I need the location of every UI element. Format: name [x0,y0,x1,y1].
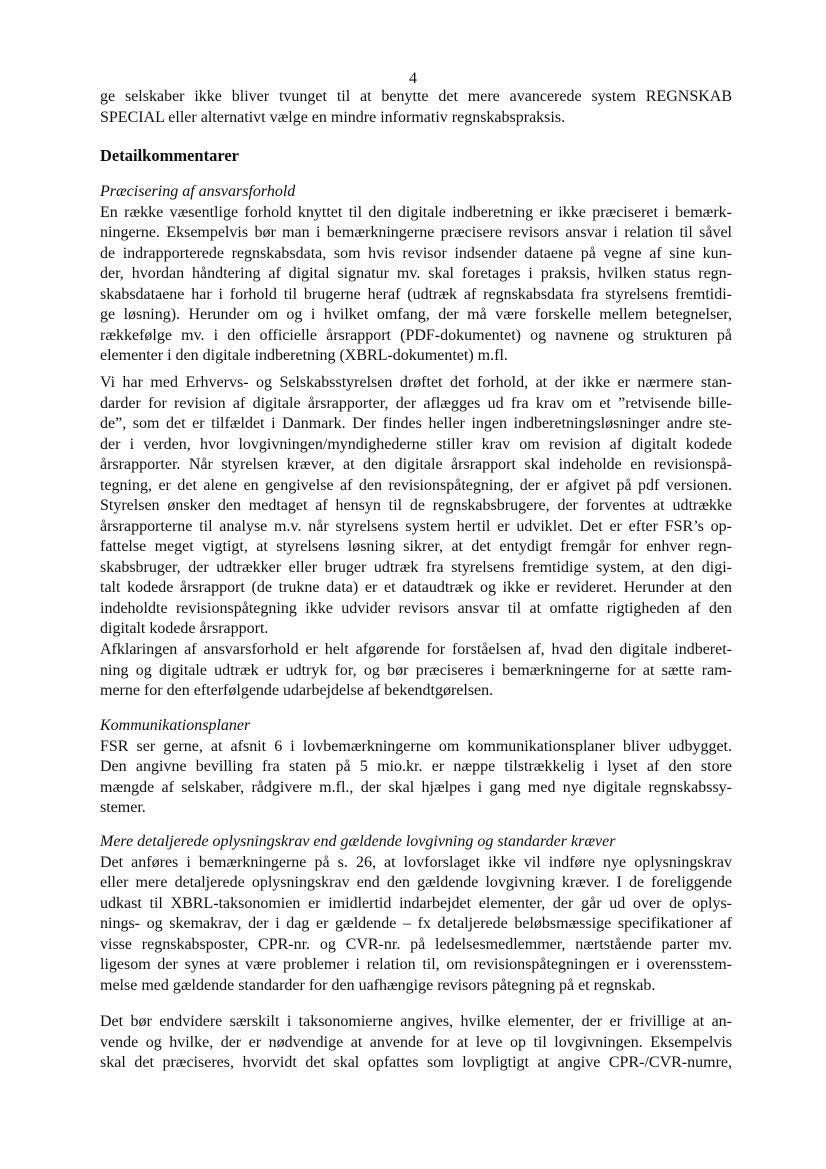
text-line: udkast til XBRL-taksonomien er imidlertid indarbejdet elementer, der går ud over de oplys- [100,894,732,912]
text-line: skal det præciseres, hvorvidt det skal opfattes som lovpligtigt at angive CPR-/CVR-numre, [100,1054,732,1071]
section-title: Detailkommentarer [100,146,239,165]
text-line: digitalt kodede årsrapport. [100,620,269,637]
text-line: ning og digitale udtræk er udtryk for, og bør præciseres i bemærkningerne for at sætte ram- [100,661,732,679]
text-line: ningerne. Eksempelvis bør man i bemærkningerne præcisere revisors ansvar i relation til såvel [100,224,732,241]
text-line: fattelse meget vigtigt, at styrelsens løsning sikrer, at det entydigt fremgår for enhver regn- [100,538,732,555]
text-line: FSR ser gerne, at afsnit 6 i lovbemærkningerne om kommunikationsplaner bliver udbygget. [100,737,732,755]
text-line: Det bør endvidere særskilt i taksonomierne angives, hvilke elementer, der er frivillige at an- [100,1013,732,1030]
text-line: visse regnskabsposter, CPR-nr. og CVR-nr. på ledelsesmedlemmer, nærtstående parter mv. [100,935,732,953]
text-line: ligesom der synes at være problemer i relation til, om revisionspåtegningen er i overensstem- [100,956,732,973]
subsection-oplysningskrav [100,832,732,996]
text-line: Styrelsen ønsker den medtaget af hensyn til de regnskabsbrugere, der forventes at udtrække [100,497,732,514]
subsection-title: Mere detaljerede oplysningskrav end gældende lovgivning og standarder kræver [100,833,616,850]
text-line: darder for revision af digitale årsrapporter, der aflægges ud fra krav om et ”retvisende bille- [100,394,732,412]
text-line: årsrapporterne til analyse m.v. når styrelsens system hertil er udviklet. Det er efter FSR’s op- [100,517,732,535]
text-line: rækkefølge mv. i den officielle årsrapport (PDF-dokumentet) og navnene og strukturen på [100,326,732,344]
text-line: talt kodede årsrapport (de trukne data) er et dataudtræk og ikke er revideret. Herunder at den [100,579,732,596]
text-line: SPECIAL eller alternativt vælge en mindre informativ regnskabspraksis. [100,108,566,126]
text-line: ge løsning). Herunder om og i hvilket omfang, der må være forskelle mellem betegnelser, [100,306,732,323]
subsection-kommunikationsplaner [100,716,732,819]
paragraph-revision-standards [100,373,732,640]
text-line: merne for den efterfølgende udarbejdelse af bekendtgørelsen. [100,682,494,699]
paragraph-taxonomy [100,1012,732,1074]
text-line: En række væsentlige forhold knyttet til den digitale indberetning er ikke præciseret i bemærk- [100,203,732,221]
text-line: de indrapporterede regnskabsdata, som hvis revisor indsender dataene på vegne af sine kun- [100,244,732,262]
text-line: mængde af selskaber, rådgivere m.fl., der skal hjælpes i gang med nye digitale regnskabssy- [100,778,732,796]
text-line: indeholdte revisionspåtegning ikke udvider revisors ansvar til at omfatte rigtigheden af den [100,599,732,617]
text-line: stemer. [100,799,146,816]
text-line: vende og hvilke, der er nødvendige at anvende for at leve op til lovgivningen. Eksempelvis [100,1033,732,1051]
text-line: elementer i den digitale indberetning (XBRL-dokumentet) m.fl. [100,347,508,364]
intro-paragraph [100,87,732,128]
text-line: skabsbruger, der udtrækker eller bruger udtræk fra styrelsens fremtidige system, at den digi- [100,558,732,576]
text-line: Det anføres i bemærkningerne på s. 26, at lovforslaget ikke vil indføre nye oplysningskrav [100,853,732,871]
page-number: 4 [409,70,417,87]
text-line: Vi har med Erhvervs- og Selskabsstyrelsen drøftet det forhold, at der ikke er nærmere stan- [100,374,732,391]
subsection-title: Præcisering af ansvarsforhold [100,183,296,200]
subsection-title: Kommunikationsplaner [100,717,251,734]
text-line: melse med gældende standarder for den uafhængige revisors påtegning på et regnskab. [100,976,656,994]
text-line: der, hvordan håndtering af digital signatur mv. skal foretages i praksis, hvilken status regn- [100,265,732,282]
text-line: de”, som det er tilfældet i Danmark. Der findes heller ingen indberetningsløsninger andre ste- [100,415,732,432]
paragraph-clarification [100,640,732,702]
text-line: Afklaringen af ansvarsforhold er helt afgørende for forståelsen af, hvad den digitale indberet- [100,641,732,658]
text-line: ge selskaber ikke bliver tvunget til at benytte det mere avancerede system REGNSKAB [100,88,732,105]
text-line: Den angivne bevilling fra staten på 5 mio.kr. er næppe tilstrækkelig i lyset af den store [100,758,732,775]
subsection-ansvarsforhold [100,182,732,367]
text-line: skabsdataene har i forhold til brugerne heraf (udtræk af regnskabsdata fra styrelsens fremtidi- [100,285,732,303]
text-line: der i verden, hvor lovgivningen/myndighederne stiller krav om revision af digitalt kodede [100,435,732,453]
text-line: eller mere detaljerede oplysningskrav end den gældende lovgivning kræver. I de foreliggende [100,874,732,891]
text-line: tegning, er det alene en gengivelse af den revisionspåtegning, der er afgivet på pdf versionen. [100,476,732,494]
text-line: nings- og skemakrav, der i dag er gældende – fx detaljerede beløbsmæssige specifikationer af [100,915,732,932]
text-line: årsrapporter. Når styrelsen kræver, at den digitale årsrapport skal indeholde en revisionspå- [100,456,732,473]
section-heading-block [100,146,732,167]
